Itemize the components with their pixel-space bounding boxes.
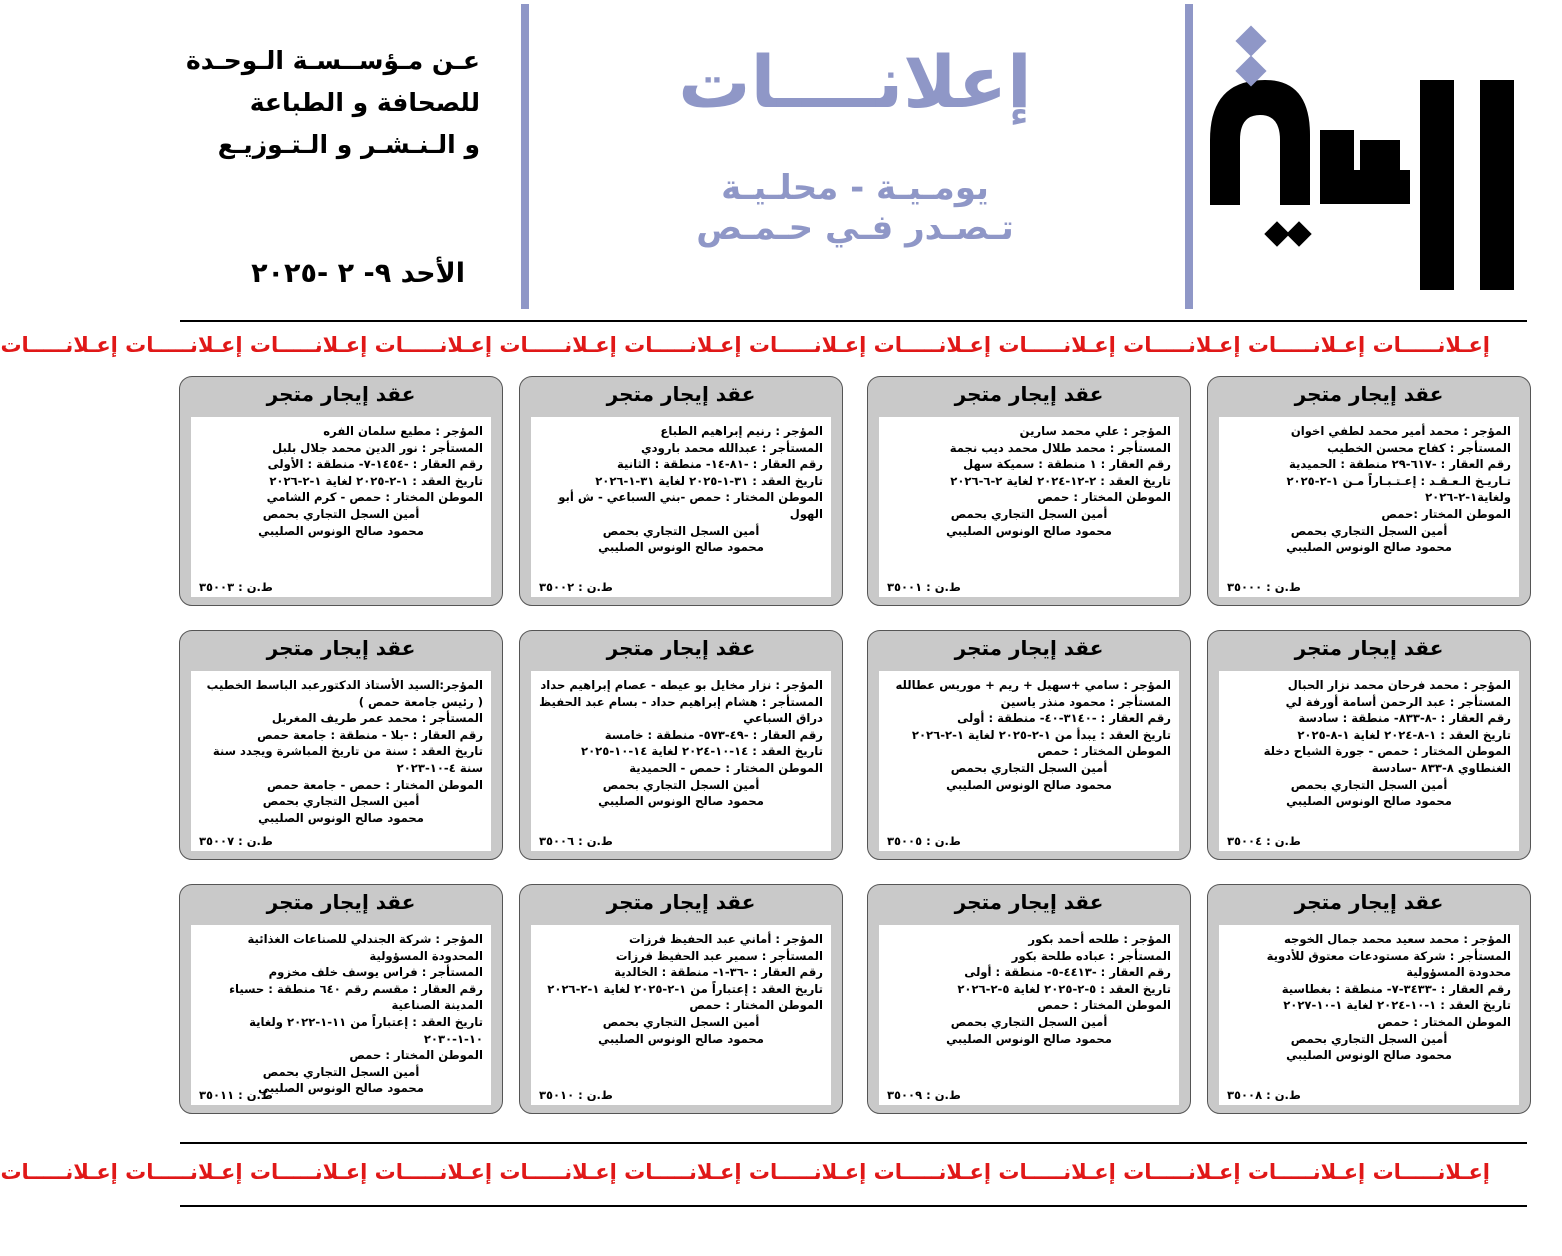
ad-line: رقم العقار : -٤٩-٥٧٣- منطقة : خامسة xyxy=(604,727,823,742)
divider-top xyxy=(180,320,1527,322)
ad-body xyxy=(539,423,823,556)
ad-line: تاريخ العقد : ١٤-١٠-٢٠٢٤ لغاية ١٤-١٠-٢٠٢٥ xyxy=(581,744,823,759)
ad-line: تاريخ العقد : ٥-٢-٢٠٢٥ لغاية ٥-٢-٢٠٢٦ xyxy=(957,981,1171,996)
ad-reference-number: ط.ن : ٣٥٠٠٦ xyxy=(539,834,613,848)
ad-line: الموطن المختار : حمص - جورة الشياح دخلة الغنطاوي ٨-٨٣٣ -سادسة xyxy=(1263,744,1511,775)
ad-body xyxy=(539,931,823,1047)
header-divider-left xyxy=(521,4,529,309)
ad-card xyxy=(179,376,503,606)
ad-line: الموطن المختار : حمص xyxy=(1377,1014,1511,1029)
ad-title: عقد إيجار متجر xyxy=(1294,636,1444,660)
ad-line: المستأجر : شركة مستودعات معتوق للأدوية محدودة المسؤولية xyxy=(1266,948,1511,980)
ad-line: المؤجر : رنيم إبراهيم الطباع xyxy=(660,424,823,438)
ad-line: المستأجر : عبدالله محمد بارودي xyxy=(641,440,823,455)
divider-bottom-2 xyxy=(180,1205,1527,1207)
ad-line: تاريخ العقد : يبدأ من ١-٢-٢٠٢٥ لغاية ١-٢-٢٠٢٦ xyxy=(911,727,1171,742)
registrar-title: أمين السجل التجاري بحمص xyxy=(950,760,1108,775)
ad-line: الموطن المختار :حمص xyxy=(1381,506,1511,521)
ad-body-panel xyxy=(1219,417,1519,597)
ad-body-panel xyxy=(191,417,491,597)
ad-reference-number: ط.ن : ٣٥٠١٠ xyxy=(539,1088,613,1102)
ad-line: رقم العقار : -٨-٨٣٣- منطقة : سادسة xyxy=(1298,711,1511,726)
ad-body xyxy=(887,677,1171,793)
ad-body-panel xyxy=(531,925,831,1105)
ad-line: المؤجر:السيد الأستاذ الدكتورعبد الباسط الخطيب ( رئيس جامعة حمص ) xyxy=(206,678,483,709)
ad-line: الموطن المختار : حمص - كرم الشامي xyxy=(266,490,483,505)
ad-title: عقد إيجار متجر xyxy=(266,636,416,660)
ad-line: المستأجر : عبد الرحمن أسامة أورفة لي xyxy=(1285,694,1511,709)
registrar-title: أمين السجل التجاري بحمص xyxy=(1290,1031,1448,1046)
registrar-name: محمود صالح الونوس الصليبي xyxy=(1286,1048,1452,1063)
ad-line: المؤجر : مطيع سلمان الفره xyxy=(323,424,483,438)
ad-body-panel xyxy=(531,417,831,597)
ad-line: رقم العقار : -٤٤١٣-٥- منطقة : أولى xyxy=(964,965,1171,980)
ad-line: الموطن المختار : حمص -بني السباعي - ش أبو الهول xyxy=(558,490,823,521)
ad-line: رقم العقار : -بلا - منطقة : جامعة حمص xyxy=(257,727,483,742)
registrar-title: أمين السجل التجاري بحمص xyxy=(1290,777,1448,792)
ad-card xyxy=(519,884,843,1114)
ad-body xyxy=(1227,931,1511,1064)
registrar-name: محمود صالح الونوس الصليبي xyxy=(1286,794,1452,809)
ad-line: المؤجر : شركة الجندلي للصناعات الغذائية المحدودة المسؤولية xyxy=(247,932,483,963)
ad-line: المستأجر : نور الدين محمد جلال بلبل xyxy=(272,440,483,455)
ad-reference-number: ط.ن : ٣٥٠٠٨ xyxy=(1227,1088,1301,1102)
publisher-info xyxy=(175,40,480,166)
banner-bottom: إعـلانـــــات إعـلانـــــات إعـلانـــــات إعـلانـــــات إعـلانـــــات إعـلانـــــات إعـلانـــــات إعـلانـــــات إعـلانـــــات إعـلانـــــات إعـلانـــــات إعـلانـــــات xyxy=(0,1160,1490,1184)
ad-line: الموطن المختار : حمص xyxy=(1037,490,1171,505)
ad-reference-number: ط.ن : ٣٥٠٠٥ xyxy=(887,834,961,848)
ad-body-panel xyxy=(531,671,831,851)
ad-reference-number: ط.ن : ٣٥٠١١ xyxy=(199,1088,273,1102)
ad-line: الموطن المختار : حمص - جامعة حمص xyxy=(267,777,483,792)
ad-body xyxy=(1227,677,1511,810)
ad-reference-number: ط.ن : ٣٥٠٠٠ xyxy=(1227,580,1301,594)
ad-body xyxy=(539,677,823,810)
ad-line: الموطن المختار : حمص xyxy=(1037,744,1171,759)
ad-body xyxy=(1227,423,1511,556)
publisher-line: و الـنـشـر و الـتـوزيـع xyxy=(217,130,480,159)
ad-card xyxy=(1207,376,1531,606)
ad-line: تاريخ العقد : ١-٨-٢٠٢٤ لغاية ١-٨-٢٠٢٥ xyxy=(1297,727,1511,742)
ad-line: رقم العقار : ١ منطقة : سميكة سهل xyxy=(963,457,1171,472)
ad-line: الموطن المختار : حمص xyxy=(349,1048,483,1063)
publisher-line: للصحافة و الطباعة xyxy=(249,88,480,117)
ad-title: عقد إيجار متجر xyxy=(266,382,416,406)
registrar-title: أمين السجل التجاري بحمص xyxy=(602,523,760,538)
subtitle-frequency: يومـيـة - محلـيـة xyxy=(721,168,989,208)
registrar-name: محمود صالح الونوس الصليبي xyxy=(258,810,424,825)
ad-card xyxy=(1207,884,1531,1114)
ad-line: المؤجر : محمد فرحان محمد نزار الحبال xyxy=(1287,678,1511,692)
publisher-line: عـن مـؤســسـة الـوحـدة xyxy=(186,46,480,75)
ad-title: عقد إيجار متجر xyxy=(954,382,1104,406)
ad-line: رقم العقار : -٣١٤٠-٤٠- منطقة : أولى xyxy=(957,711,1171,726)
ad-body xyxy=(199,423,483,539)
ad-reference-number: ط.ن : ٣٥٠٠٣ xyxy=(199,580,273,594)
ad-line: رقم العقار : -١٤٥٤-٧- منطقة : الأولى xyxy=(267,457,483,472)
registrar-title: أمين السجل التجاري بحمص xyxy=(602,1014,760,1029)
ad-title: عقد إيجار متجر xyxy=(954,890,1104,914)
ad-line: المؤجر : نزار مخايل بو عيطه - عصام إبراهيم حداد xyxy=(540,678,823,692)
ad-body xyxy=(887,423,1171,539)
registrar-title: أمين السجل التجاري بحمص xyxy=(262,506,420,521)
ad-line: المؤجر : محمد أمير محمد لطفي اخوان xyxy=(1290,424,1511,438)
registrar-name: محمود صالح الونوس الصليبي xyxy=(598,540,764,555)
registrar-title: أمين السجل التجاري بحمص xyxy=(262,794,420,809)
ad-line: تاريخ العقد : ١-٢-٢٠٢٥ لغاية ١-٢-٢٠٢٦ xyxy=(269,473,483,488)
ad-title: عقد إيجار متجر xyxy=(606,890,756,914)
registrar-name: محمود صالح الونوس الصليبي xyxy=(946,1031,1112,1046)
ad-body-panel xyxy=(191,671,491,851)
registrar-title: أمين السجل التجاري بحمص xyxy=(602,777,760,792)
subtitle-location: تـصـدر فـي حـمـص xyxy=(696,208,1014,248)
ad-line: المستأجر : كفاح محسن الخطيب xyxy=(1327,440,1511,455)
registrar-title: أمين السجل التجاري بحمص xyxy=(950,506,1108,521)
registrar-name: محمود صالح الونوس الصليبي xyxy=(598,794,764,809)
registrar-title: أمين السجل التجاري بحمص xyxy=(1290,523,1448,538)
ad-body xyxy=(887,931,1171,1047)
ad-line: تاريخ العقد : ٣١-١-٢٠٢٥ لغاية ٣١-١-٢٠٢٦ xyxy=(595,473,823,488)
ad-title: عقد إيجار متجر xyxy=(1294,890,1444,914)
ad-line: المؤجر : محمد سعيد محمد جمال الخوجه xyxy=(1283,932,1511,946)
ad-body-panel xyxy=(1219,671,1519,851)
ad-reference-number: ط.ن : ٣٥٠٠٢ xyxy=(539,580,613,594)
ad-body-panel xyxy=(879,417,1179,597)
registrar-title: أمين السجل التجاري بحمص xyxy=(262,1064,420,1079)
ad-line: تاريخ العقد : ٢-١٢-٢٠٢٤ لغاية ٢-٦-٢٠٢٦ xyxy=(950,473,1171,488)
ad-line: تـاريـخ الـعـقـد : إعـتـبـاراً مـن ١-٢-٢٠٢٥ ولغاية١-٢-٢٠٢٦ xyxy=(1286,473,1511,505)
ad-title: عقد إيجار متجر xyxy=(606,382,756,406)
ad-card xyxy=(867,884,1191,1114)
ad-line: المؤجر : سامي +سهيل + ريم + موريس عطالله xyxy=(895,678,1171,692)
ad-body-panel xyxy=(879,671,1179,851)
ad-line: المؤجر : أماني عبد الحفيظ فرزات xyxy=(629,932,823,946)
ad-line: تاريخ العقد : إعتباراً من ١-٢-٢٠٢٥ لغاية ١-٢-٢٠٢٦ xyxy=(547,981,823,996)
registrar-title: أمين السجل التجاري بحمص xyxy=(950,1014,1108,1029)
registrar-name: محمود صالح الونوس الصليبي xyxy=(1286,540,1452,555)
ad-line: المؤجر : طلحه أحمد بكور xyxy=(1028,932,1171,946)
issue-date: الأحد ٩- ٢ -٢٠٢٥ xyxy=(251,258,465,289)
registrar-name: محمود صالح الونوس الصليبي xyxy=(258,1081,424,1096)
ad-title: عقد إيجار متجر xyxy=(1294,382,1444,406)
ad-title: عقد إيجار متجر xyxy=(266,890,416,914)
ad-card xyxy=(867,376,1191,606)
ad-reference-number: ط.ن : ٣٥٠٠٩ xyxy=(887,1088,961,1102)
ad-line: رقم العقار : -٣٤٣٣-٧- منطقة : بغطاسية xyxy=(1281,981,1511,996)
ad-title: عقد إيجار متجر xyxy=(954,636,1104,660)
ad-line: الموطن المختار : حمص xyxy=(1037,998,1171,1013)
ad-body-panel xyxy=(1219,925,1519,1105)
ad-line: المستأجر : سمير عبد الحفيظ فرزات xyxy=(615,948,823,963)
section-title: إعلانــــات xyxy=(678,40,1032,124)
ad-line: المستأجر : محمود منذر ياسين xyxy=(1000,694,1171,709)
registrar-name: محمود صالح الونوس الصليبي xyxy=(598,1031,764,1046)
ad-line: المؤجر : علي محمد سارين xyxy=(1019,424,1171,438)
ad-line: رقم العقار : -٣٦-١- منطقة : الخالدية xyxy=(614,965,823,980)
ad-reference-number: ط.ن : ٣٥٠٠٧ xyxy=(199,834,273,848)
newspaper-logo xyxy=(1190,20,1540,300)
ad-line: تاريخ العقد : إعتباراً من ١١-١-٢٠٢٢ ولغاية ١٠-١-٢٠٣٠ xyxy=(249,1014,483,1046)
ad-reference-number: ط.ن : ٣٥٠٠٤ xyxy=(1227,834,1301,848)
registrar-name: محمود صالح الونوس الصليبي xyxy=(946,523,1112,538)
ad-body xyxy=(199,931,483,1097)
ad-line: تاريخ العقد : ١-١٠-٢٠٢٤ لغاية ١-١٠-٢٠٢٧ xyxy=(1283,998,1511,1013)
ad-card xyxy=(519,630,843,860)
ad-card xyxy=(519,376,843,606)
header-divider-right xyxy=(1185,4,1193,309)
ad-line: تاريخ العقد : سنة من تاريخ المباشرة ويجدد سنة سنة ٤-١٠-٢٠٢٣ xyxy=(212,744,483,775)
registrar-name: محمود صالح الونوس الصليبي xyxy=(946,777,1112,792)
ad-line: الموطن المختار : حمص - الحميدية xyxy=(629,760,823,775)
ad-line: المستأجر : هشام إبراهيم حداد - بسام عبد الحفيظ دراق السباعي xyxy=(539,694,823,726)
ad-line: المستأجر : فراس يوسف خلف مخزوم xyxy=(268,965,483,980)
ad-line: المستأجر : محمد طلال محمد ديب نجمة xyxy=(949,440,1171,455)
ad-card xyxy=(179,630,503,860)
ad-line: الموطن المختار : حمص xyxy=(689,998,823,1013)
ad-body xyxy=(199,677,483,826)
ad-line: رقم العقار : -٨١-١٤- منطقة : الثانية xyxy=(617,457,823,472)
registrar-name: محمود صالح الونوس الصليبي xyxy=(258,523,424,538)
ad-reference-number: ط.ن : ٣٥٠٠١ xyxy=(887,580,961,594)
ad-card xyxy=(179,884,503,1114)
ad-title: عقد إيجار متجر xyxy=(606,636,756,660)
ad-line: المستأجر : محمد عمر طريف المغربل xyxy=(271,711,483,726)
ad-line: المستأجر : عباده طلحة بكور xyxy=(1011,948,1171,963)
ad-line: رقم العقار : مقسم رقم ٦٤٠ منطقة : حسياء المدينة الصناعية xyxy=(229,981,483,1013)
banner-top: إعـلانـــــات إعـلانـــــات إعـلانـــــات إعـلانـــــات إعـلانـــــات إعـلانـــــات إعـلانـــــات إعـلانـــــات إعـلانـــــات إعـلانـــــات إعـلانـــــات إعـلانـــــات xyxy=(0,333,1490,357)
ad-body-panel xyxy=(191,925,491,1105)
ad-line: رقم العقار : -٦١٧-٢٩ منطقة : الحميدية xyxy=(1289,457,1511,472)
ad-body-panel xyxy=(879,925,1179,1105)
ad-card xyxy=(867,630,1191,860)
divider-bottom-1 xyxy=(180,1142,1527,1144)
ad-card xyxy=(1207,630,1531,860)
